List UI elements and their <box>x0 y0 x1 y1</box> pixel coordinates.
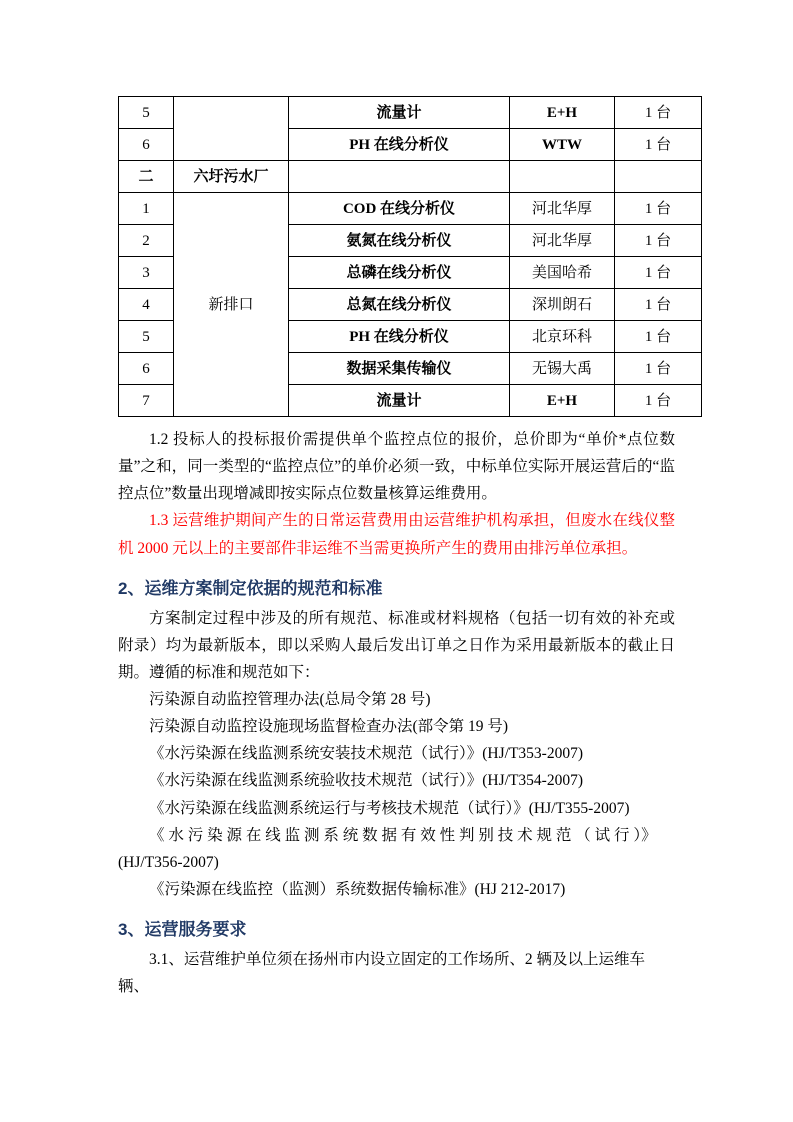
equipment-table <box>118 96 702 417</box>
section-heading-2: 2、运维方案制定依据的规范和标准 <box>118 578 383 598</box>
cell-name: COD 在线分析仪 <box>289 193 510 225</box>
cell-site <box>174 97 289 161</box>
table-row <box>119 97 702 129</box>
cell-qty: 1 台 <box>615 385 702 417</box>
cell-brand: 河北华厚 <box>510 225 615 257</box>
cell-qty: 1 台 <box>615 289 702 321</box>
cell-name: 流量计 <box>289 385 510 417</box>
cell-site: 六圩污水厂 <box>174 161 289 193</box>
standard-item: 《水污染源在线监测系统运行与考核技术规范（试行）》(HJ/T355-2007) <box>149 799 630 817</box>
cell-no: 4 <box>119 289 174 321</box>
paragraph-1-3-red: 1.3 运营维护期间产生的日常运营费用由运营维护机构承担，但废水在线仪整机 2000 元以上的主要部件非运维不当需更换所产生的费用由排污单位承担。 <box>118 512 675 557</box>
cell-brand: WTW <box>510 129 615 161</box>
cell-qty: 1 台 <box>615 353 702 385</box>
paragraph-3-1: 3.1、运营维护单位须在扬州市内设立固定的工作场所、2 辆及以上运维车辆、 <box>118 951 646 996</box>
standard-item: 污染源自动监控设施现场监督检查办法(部令第 19 号) <box>149 718 509 736</box>
cell-qty: 1 台 <box>615 257 702 289</box>
cell-no: 二 <box>119 161 174 193</box>
cell-brand <box>510 161 615 193</box>
cell-brand: 河北华厚 <box>510 193 615 225</box>
cell-qty: 1 台 <box>615 193 702 225</box>
cell-name: 氨氮在线分析仪 <box>289 225 510 257</box>
section-heading-3: 3、运营服务要求 <box>118 920 247 939</box>
cell-name <box>289 161 510 193</box>
cell-qty: 1 台 <box>615 225 702 257</box>
cell-name: 数据采集传输仪 <box>289 353 510 385</box>
cell-no: 7 <box>119 385 174 417</box>
cell-no: 5 <box>119 321 174 353</box>
cell-brand: 深圳朗石 <box>510 289 615 321</box>
cell-name: 总磷在线分析仪 <box>289 257 510 289</box>
cell-qty: 1 台 <box>615 321 702 353</box>
equipment-table-body <box>119 97 702 417</box>
cell-name: PH 在线分析仪 <box>289 129 510 161</box>
cell-brand: E+H <box>510 97 615 129</box>
standard-item-wrapped-line1: 《 水 污 染 源 在 线 监 测 系 统 数 据 有 效 性 判 别 技 术 规 范 （ 试 行 ）》 <box>149 826 657 844</box>
cell-name: PH 在线分析仪 <box>289 321 510 353</box>
cell-no: 5 <box>119 97 174 129</box>
cell-no: 3 <box>119 257 174 289</box>
cell-no: 2 <box>119 225 174 257</box>
standard-item-last: 《污染源在线监控（监测）系统数据传输标准》(HJ 212-2017) <box>149 880 566 898</box>
cell-name: 总氮在线分析仪 <box>289 289 510 321</box>
table-row <box>119 193 702 225</box>
standard-item: 污染源自动监控管理办法(总局令第 28 号) <box>149 691 431 708</box>
cell-no: 6 <box>119 353 174 385</box>
cell-qty: 1 台 <box>615 97 702 129</box>
table-row-section <box>119 161 702 193</box>
paragraph-1-2: 1.2 投标人的投标报价需提供单个监控点位的报价，总价即为“单价*点位数量”之和，同一类型的“监控点位”的单价必须一致，中标单位实际开展运营后的“监控点位”数量出现增减即按实际点位数量核算运维费用。 <box>118 431 675 503</box>
cell-qty: 1 台 <box>615 129 702 161</box>
cell-site: 新排口 <box>174 193 289 417</box>
cell-brand: 无锡大禹 <box>510 353 615 385</box>
paragraph-2-body: 方案制定过程中涉及的所有规范、标准或材料规格（包括一切有效的补充或附录）均为最新版本，即以采购人最后发出订单之日作为采用最新版本的截止日期。遵循的标准和规范如下： <box>118 609 675 681</box>
cell-no: 6 <box>119 129 174 161</box>
standard-item: 《水污染源在线监测系统验收技术规范（试行）》(HJ/T354-2007) <box>149 772 583 790</box>
standard-item: 《水污染源在线监测系统安装技术规范（试行）》(HJ/T353-2007) <box>149 745 583 763</box>
cell-qty <box>615 161 702 193</box>
cell-brand: 北京环科 <box>510 321 615 353</box>
cell-brand: E+H <box>510 385 615 417</box>
standard-item-wrapped-line2: (HJ/T356-2007) <box>118 853 219 871</box>
cell-brand: 美国哈希 <box>510 257 615 289</box>
cell-no: 1 <box>119 193 174 225</box>
cell-name: 流量计 <box>289 97 510 129</box>
